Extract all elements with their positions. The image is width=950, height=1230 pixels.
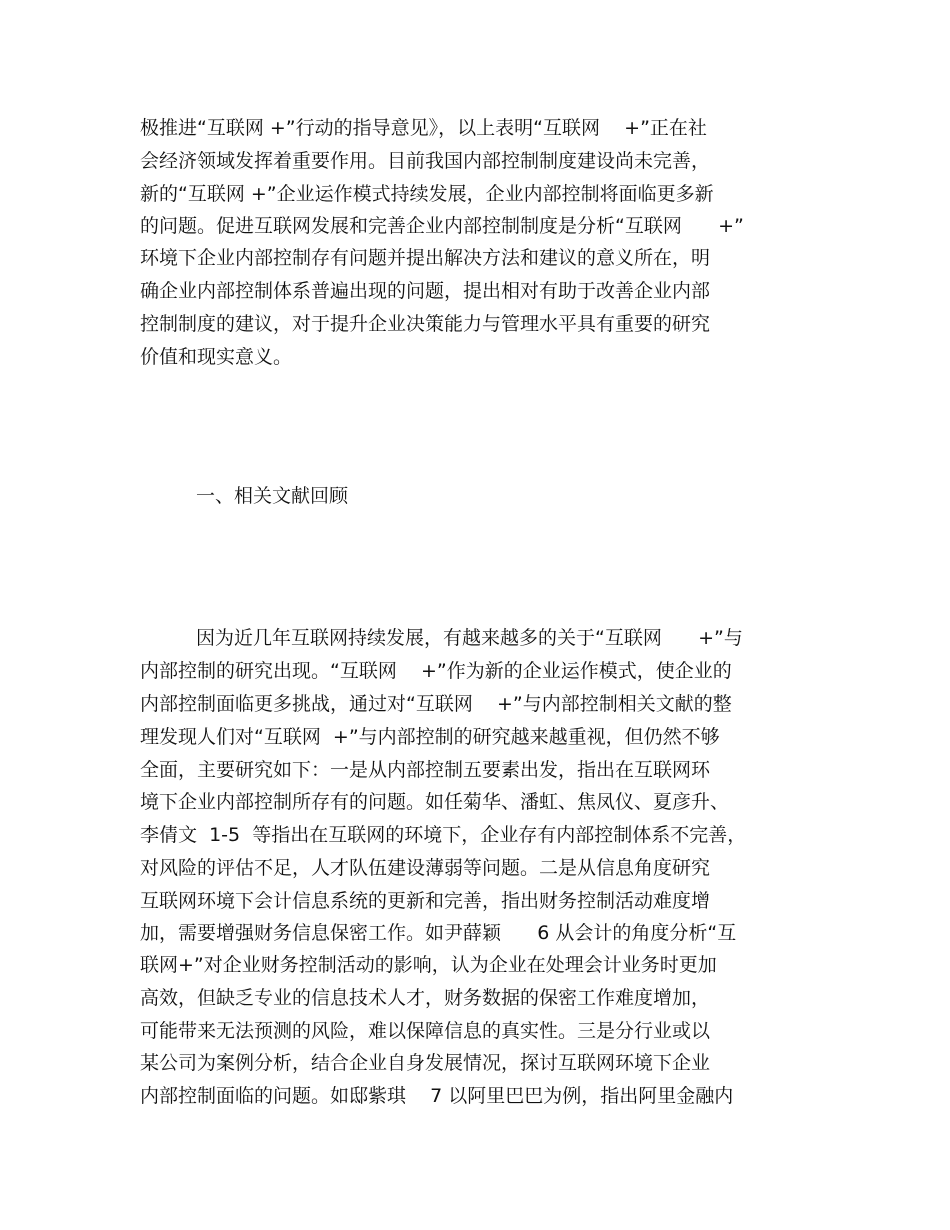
text-line: 可能带来无法预测的风险，难以保障信息的真实性。三是分行业或以 — [140, 1020, 711, 1042]
text-line: 环境下企业内部控制存有问题并提出解决方法和建议的意义所在，明 — [140, 247, 711, 269]
text-line: 李倩文 1-5 等指出在互联网的环境下，企业存有内部控制体系不完善， — [140, 824, 747, 846]
text-line: 境下企业内部控制所存有的问题。如任菊华、潘虹、焦凤仪、夏彦升、 — [140, 791, 730, 813]
text-line: 理发现人们对“互联网 +”与内部控制的研究越来越重视，但仍然不够 — [140, 726, 720, 748]
text-line: 内部控制的研究出现。“互联网 +”作为新的企业运作模式，使企业的 — [140, 660, 732, 682]
text-line: 确企业内部控制体系普遍出现的问题，提出相对有助于改善企业内部 — [140, 280, 711, 302]
text-line: 因为近几年互联网持续发展，有越来越多的关于“互联网 +”与 — [196, 627, 743, 649]
text-line: 控制制度的建议，对于提升企业决策能力与管理水平具有重要的研究 — [140, 313, 711, 335]
text-line: 加，需要增强财务信息保密工作。如尹薛颖 6 从会计的角度分析“互 — [140, 922, 737, 944]
text-line: 内部控制面临的问题。如邸紫琪 7 以阿里巴巴为例，指出阿里金融内 — [140, 1085, 734, 1107]
text-line: 对风险的评估不足，人才队伍建设薄弱等问题。二是从信息角度研究 — [140, 857, 711, 879]
text-line: 会经济领域发挥着重要作用。目前我国内部控制制度建设尚未完善， — [140, 150, 711, 172]
text-line: 内部控制面临更多挑战，通过对“互联网 +”与内部控制相关文献的整 — [140, 693, 732, 715]
text-line: 价值和现实意义。 — [140, 346, 293, 368]
text-line: 互联网环境下会计信息系统的更新和完善，指出财务控制活动难度增 — [140, 890, 711, 912]
text-line: 的问题。促进互联网发展和完善企业内部控制制度是分析“互联网 +” — [140, 215, 744, 237]
text-line: 某公司为案例分析，结合企业自身发展情况，探讨互联网环境下企业 — [140, 1052, 711, 1074]
text-line: 极推进“互联网 +”行动的指导意见》，以上表明“互联网 +”正在社 — [140, 117, 707, 139]
text-line: 新的“互联网 +”企业运作模式持续发展，企业内部控制将面临更多新 — [140, 183, 714, 205]
section-heading: 一、相关文献回顾 — [196, 485, 349, 507]
text-line: 全面，主要研究如下：一是从内部控制五要素出发，指出在互联网环 — [140, 759, 711, 781]
text-line: 高效，但缺乏专业的信息技术人才，财务数据的保密工作难度增加， — [140, 987, 711, 1009]
text-line: 联网+”对企业财务控制活动的影响，认为企业在处理会计业务时更加 — [140, 954, 717, 976]
